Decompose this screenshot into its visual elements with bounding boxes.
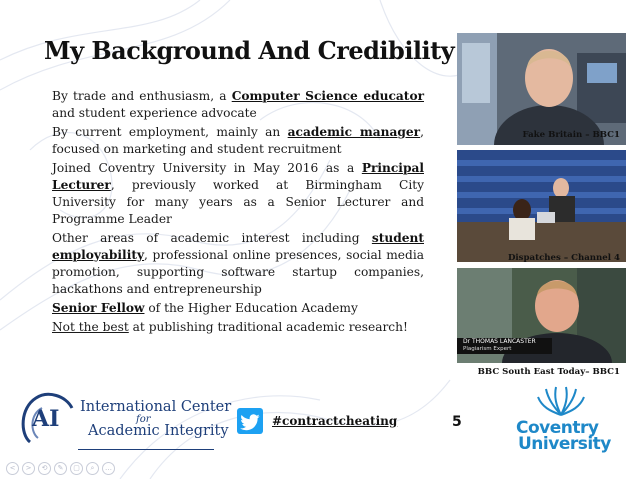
hashtag-link[interactable]: #contractcheating [272,414,398,428]
lower-third-name: Dr THOMAS LANCASTER [463,338,536,345]
body-text [52,88,424,338]
photo-dispatches [457,150,626,262]
coventry-line1: Coventry [516,418,599,438]
text: Joined Coventry University in May 2016 as a [52,161,362,175]
bullet-fellow [52,300,424,317]
icai-name [80,399,231,439]
coventry-line2: University [518,434,611,454]
text: and student experience advocate [52,106,257,120]
pen-icon[interactable]: ✎ [54,462,67,475]
icai-logo-icon [16,390,76,446]
icai-line2: for [136,414,151,425]
icai-line3: Academic Integrity [88,423,229,439]
highlight-text: student employability [52,231,424,262]
text: By trade and enthusiasm, a [52,89,232,103]
bullet-coventry [52,160,424,228]
text: at publishing traditional academic research! [128,320,408,334]
highlight-text: Senior Fellow [52,301,145,315]
icai-divider [78,449,214,450]
text: , previously worked at Birmingham City University for many years as a Senior Lecturer and Programme Leader [52,178,424,226]
highlight-text: Principal Lecturer [52,161,424,192]
caption-bbc-south-east: BBC South East Today– BBC1 [477,367,620,377]
slideshow-nav [6,462,115,475]
caption-fake-britain: Fake Britain – BBC1 [522,130,620,140]
text: Other areas of academic interest including [52,231,372,245]
next-icon[interactable]: > [22,462,35,475]
highlight-text: Computer Science educator [231,89,424,103]
caption-dispatches: Dispatches – Channel 4 [507,253,620,263]
underlined-text: Not the best [52,320,129,334]
page-title: My Background And Credibility [44,36,455,65]
bullet-manager [52,124,424,158]
photo-fake-britain [457,33,626,145]
lower-third-role: Plagiarism Expert [463,346,512,352]
page-number: 5 [452,414,462,430]
slides-icon[interactable]: ▢ [70,462,83,475]
zoom-icon[interactable]: ⌕ [86,462,99,475]
text: , focused on marketing and student recruitment [52,125,424,156]
icai-line1: International Center [80,399,232,415]
text: of the Higher Education Academy [144,301,358,315]
bullet-educator [52,88,424,122]
previous-icon[interactable]: < [6,462,19,475]
more-icon[interactable]: … [102,462,115,475]
icai-logo-letters: AI [32,406,60,432]
restart-icon[interactable]: ⟲ [38,462,51,475]
coventry-wordmark [516,418,611,454]
text: By current employment, mainly an [52,125,288,139]
twitter-icon[interactable] [237,408,263,434]
highlight-text: academic manager [287,125,421,139]
bullet-interests [52,230,424,298]
text: , professional online presences, social media promotion, supporting software startup companies, hackathons and entrepreneurship [52,248,424,296]
bullet-research [52,319,424,336]
photo-bbc-south-east [457,268,626,363]
